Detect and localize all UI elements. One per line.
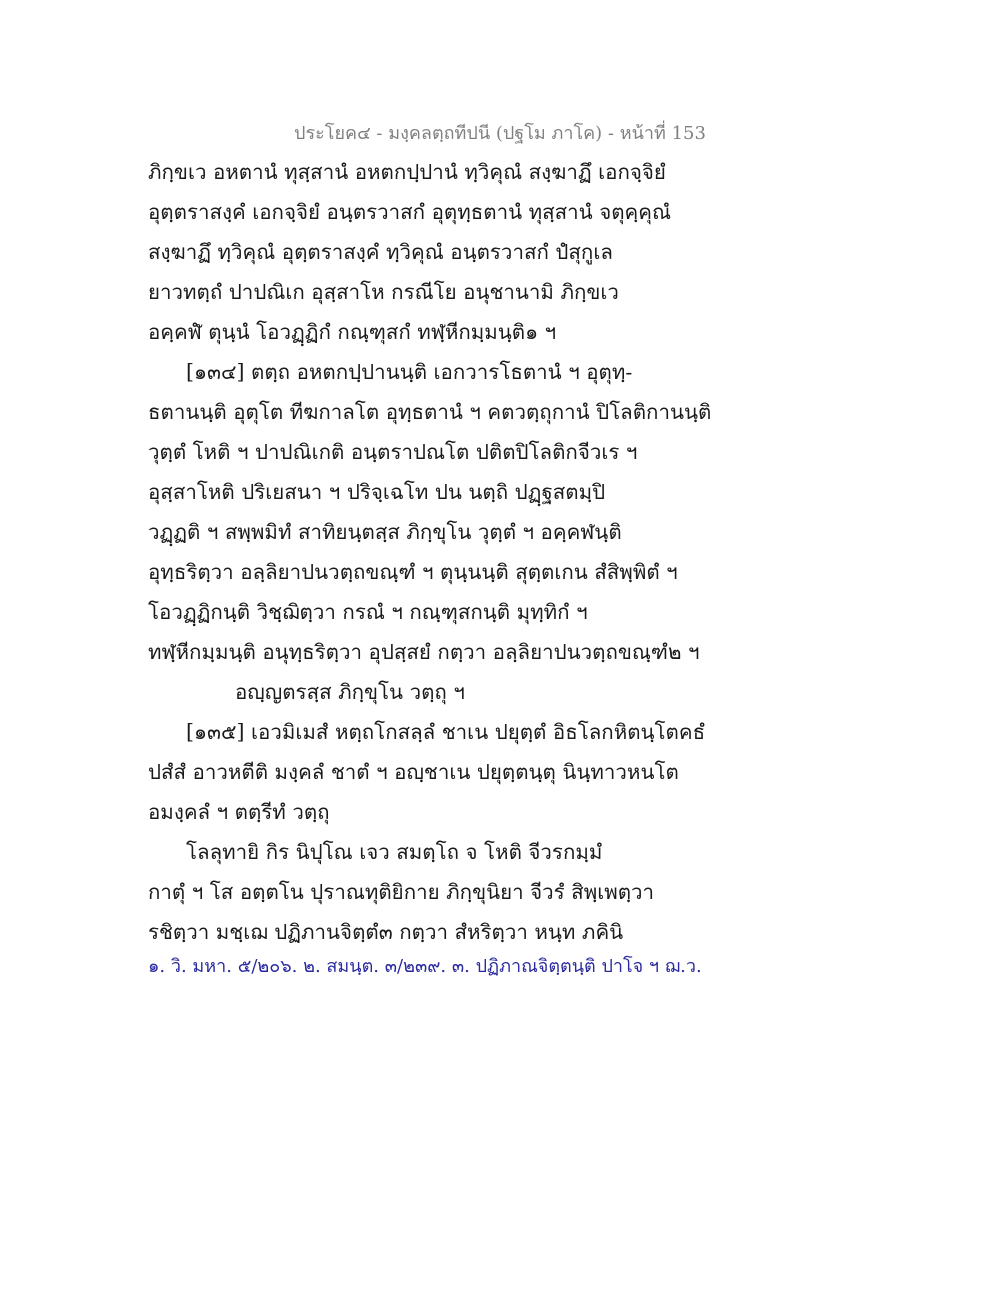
- text-line: ปสํสํ อาวหตีติ มงฺคลํ ชาตํ ฯ อญฺชาเน ปยุตฺตนฺตุ นินฺทาวหนโต: [148, 760, 679, 784]
- story-heading: อญฺญตรสฺส ภิกฺขุโน วตฺถุ ฯ: [235, 680, 465, 704]
- text-line: ทฬฺหีกมฺมนฺติ อนุทฺธริตฺวา อุปสฺสยํ กตฺวา อลฺลิยาปนวตฺถขณฺฑํ๒ ฯ: [148, 640, 700, 664]
- paragraph-135-start: [๑๓๕] เอวมิเมสํ หตฺถโกสลฺลํ ชาเน ปยุตฺตํ อิธโลกหิตนฺโตคธํ: [186, 720, 706, 744]
- text-line: รชิตฺวา มชฺเฌ ปฏิภานจิตฺตํ๓ กตฺวา สํหริตฺวา หนฺท ภคินิ: [148, 920, 624, 944]
- text-line: สงฺฆาฏึ ทฺวิคุณํ อุตฺตราสงฺคํ ทฺวิคุณํ อนฺตรวาสกํ ปํสุกูเล: [148, 240, 613, 264]
- text-line: อุตฺตราสงฺคํ เอกจฺจิยํ อนฺตรวาสกํ อุตุทฺธตานํ ทุสฺสานํ จตุคฺคุณํ: [148, 200, 671, 224]
- paragraph-start: โลลุทายิ กิร นิปุโณ เจว สมตฺโถ จ โหติ จีวรกมฺมํ: [186, 840, 603, 864]
- page-header: ประโยค๔ - มงฺคลตฺถทีปนี (ปฐโม ภาโค) - หน้าที่ 153: [294, 123, 706, 144]
- text-line: กาตุํ ฯ โส อตฺตโน ปุราณทุติยิกาย ภิกฺขุนิยา จีวรํ สิพฺเพตฺวา: [148, 880, 655, 904]
- text-line: อุทฺธริตฺวา อลฺลิยาปนวตฺถขณฺฑํ ฯ ตุนฺนนฺติ สุตฺตเกน สํสิพฺพิตํ ฯ: [148, 560, 678, 584]
- text-line: อคฺคฬํ ตุนฺนํ โอวฏฺฏิกํ กณฺฑุสกํ ทฬฺหีกมฺมนฺติ๑ ฯ: [148, 320, 557, 344]
- text-line: ภิกฺขเว อหตานํ ทุสฺสานํ อหตกปฺปานํ ทฺวิคุณํ สงฺฆาฏึ เอกจฺจิยํ: [148, 160, 666, 184]
- text-line: ยาวทตฺถํ ปาปณิเก อุสฺสาโห กรณีโย อนุชานามิ ภิกฺขเว: [148, 280, 619, 304]
- paragraph-134-start: [๑๓๔] ตตฺถ อหตกปฺปานนฺติ เอกวารโธตานํ ฯ อุตุทฺ-: [186, 360, 633, 384]
- text-line: อุสฺสาโหติ ปริเยสนา ฯ ปริจฺเฉโท ปน นตฺถิ ปฏฺฐสตมฺปิ: [148, 480, 606, 504]
- text-line: อมงฺคลํ ฯ ตตฺรีทํ วตฺถุ: [148, 800, 330, 824]
- text-line: โอวฏฺฏิกนฺติ วิชฺฌิตฺวา กรณํ ฯ กณฺฑุสกนฺติ มุทฺทิกํ ฯ: [148, 600, 588, 624]
- text-line: วุตฺตํ โหติ ฯ ปาปณิเกติ อนฺตราปณโต ปติตปิโลติกจีวเร ฯ: [148, 440, 638, 464]
- text-line: ธตานนฺติ อุตุโต ทีฆกาลโต อุทฺธตานํ ฯ คตวตฺถุกานํ ปิโลติกานนฺติ: [148, 400, 712, 424]
- text-line: วฏฺฏติ ฯ สพฺพมิทํ สาทิยนฺตสฺส ภิกฺขุโน วุตฺตํ ฯ อคฺคฬนฺติ: [148, 520, 622, 544]
- footnote: ๑. วิ. มหา. ๕/๒๐๖. ๒. สมนฺต. ๓/๒๓๙. ๓. ปฏิภาณจิตฺตนฺติ ปาโจ ฯ ฌ.ว.: [148, 956, 702, 977]
